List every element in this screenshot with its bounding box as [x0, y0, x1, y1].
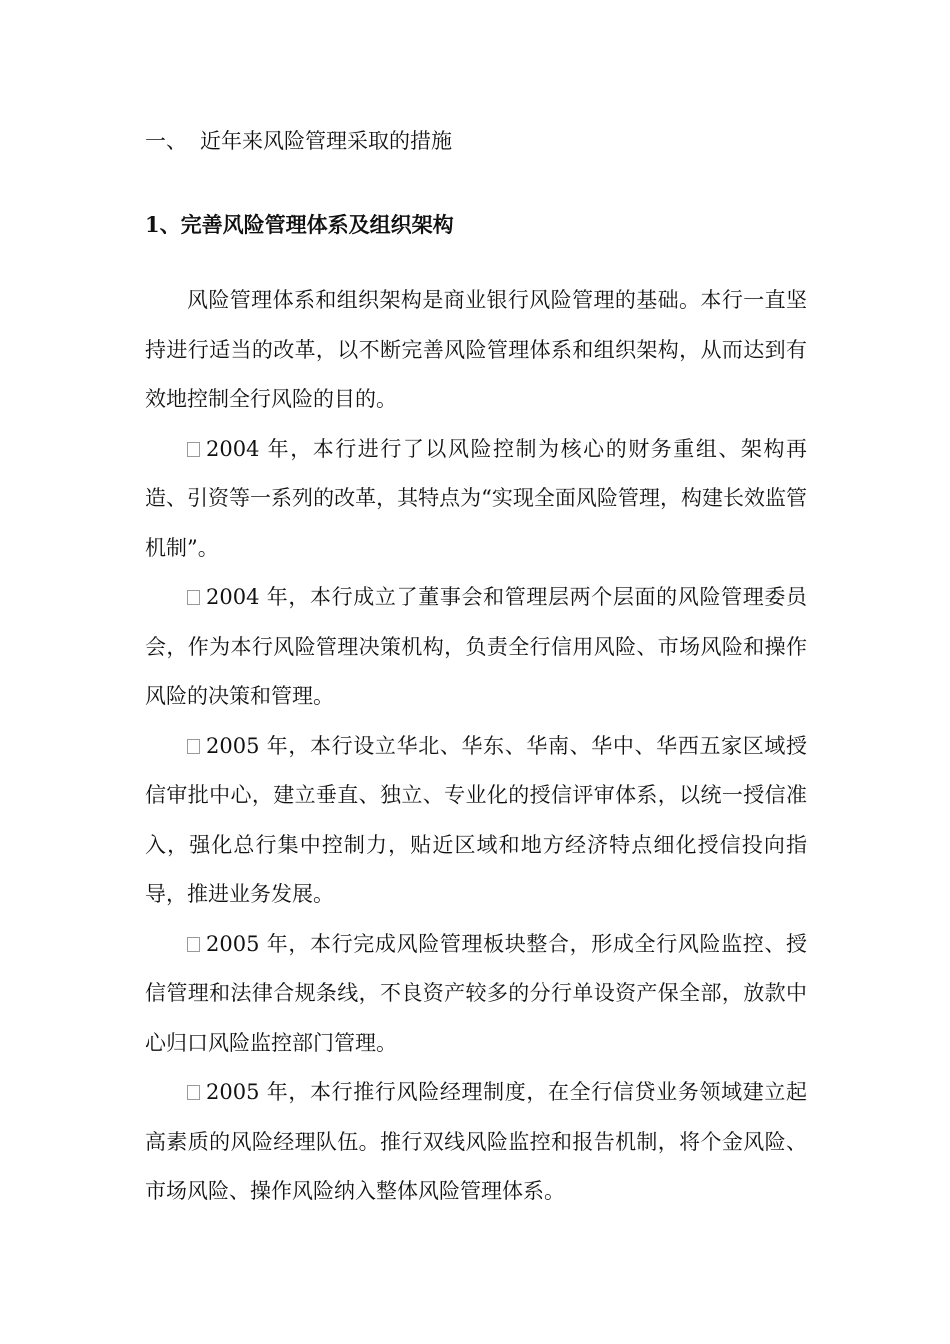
list-item: [145, 920, 807, 1069]
list-item: [145, 425, 807, 574]
bullet-box-icon: [187, 590, 200, 605]
section-heading: [145, 126, 452, 156]
body-text: [145, 276, 807, 1217]
list-item-text: 2005 年，本行完成风险管理板块整合，形成全行风险监控、授信管理和法律合规条线，不良资产较多的分行单设资产保全部，放款中心归口风险监控部门管理。: [145, 931, 807, 1055]
section-title: 近年来风险管理采取的措施: [200, 129, 452, 153]
list-item-text: 2005 年，本行设立华北、华东、华南、华中、华西五家区域授信审批中心，建立垂直、独立、专业化的授信评审体系，以统一授信准入，强化总行集中控制力，贴近区域和地方经济特点细化授信投向指导，推进业务发展。: [145, 733, 807, 906]
bullet-box-icon: [187, 1085, 200, 1100]
list-item-text: 2005 年，本行推行风险经理制度，在全行信贷业务领域建立起高素质的风险经理队伍。推行双线风险监控和报告机制，将个金风险、市场风险、操作风险纳入整体风险管理体系。: [145, 1080, 807, 1203]
list-item: [145, 573, 807, 722]
intro-paragraph: 风险管理体系和组织架构是商业银行风险管理的基础。本行一直坚持进行适当的改革，以不断完善风险管理体系和组织架构，从而达到有效地控制全行风险的目的。: [145, 288, 807, 411]
bullet-box-icon: [187, 442, 200, 457]
bullet-box-icon: [187, 739, 200, 754]
subsection-heading: 1、完善风险管理体系及组织架构: [145, 212, 454, 237]
section-number: 一、: [145, 129, 187, 153]
list-item-text: 2004 年，本行进行了以风险控制为核心的财务重组、架构再造、引资等一系列的改革，其特点为“实现全面风险管理，构建长效监管机制”。: [145, 436, 807, 560]
list-item: [145, 1068, 807, 1217]
list-item: [145, 722, 807, 920]
list-item-text: 2004 年，本行成立了董事会和管理层两个层面的风险管理委员会，作为本行风险管理决策机构，负责全行信用风险、市场风险和操作风险的决策和管理。: [145, 585, 807, 708]
bullet-box-icon: [187, 937, 200, 952]
